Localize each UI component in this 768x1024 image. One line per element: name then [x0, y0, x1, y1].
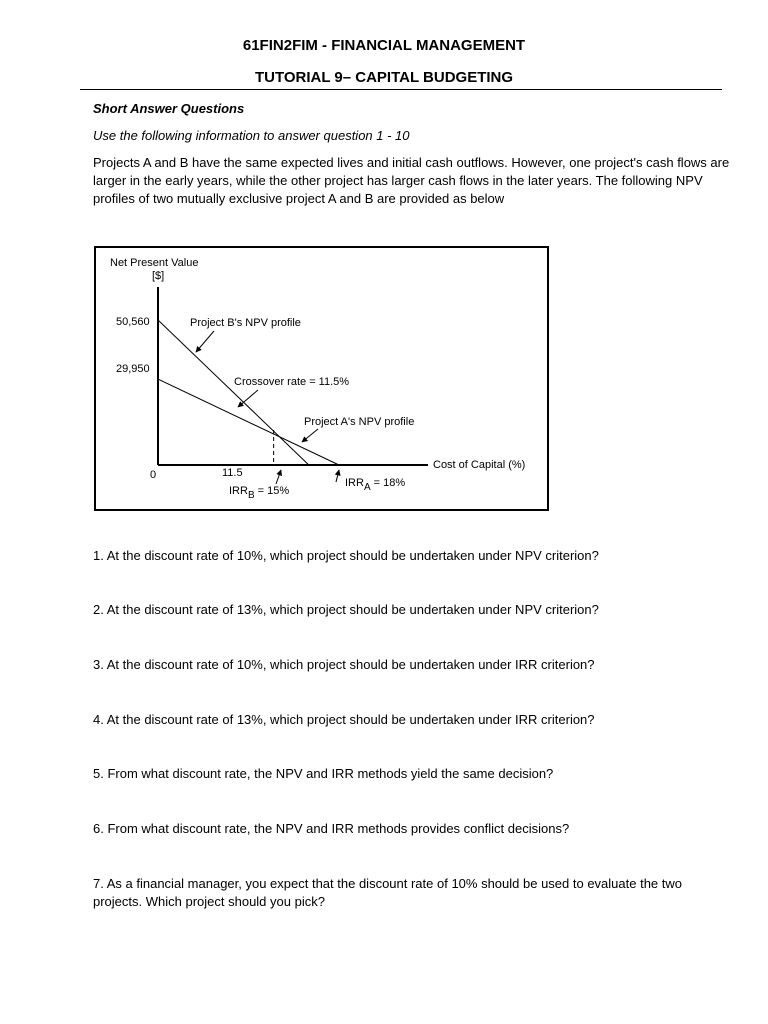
irr-a-label: IRRA = 18%	[345, 477, 406, 493]
arrow-project-b	[196, 331, 214, 352]
question-5: 5. From what discount rate, the NPV and IRR methods yield the same decision?	[93, 766, 554, 781]
question-4: 4. At the discount rate of 13%, which project should be undertaken under IRR criterion?	[93, 712, 595, 727]
origin-label: 0	[150, 469, 157, 481]
arrow-crossover	[238, 390, 258, 407]
tutorial-title: TUTORIAL 9– CAPITAL BUDGETING	[254, 69, 514, 86]
question-1: 1. At the discount rate of 10%, which project should be undertaken under NPV criterion?	[93, 548, 599, 563]
series-label-project-b: Project B's NPV profile	[190, 317, 301, 329]
y-axis-label-line1: Net Present Value	[110, 257, 199, 269]
instruction-text: Use the following information to answer question 1 - 10	[93, 128, 410, 143]
x-axis-label: Cost of Capital (%)	[433, 459, 526, 471]
x-tick-label-crossover: 11.5	[222, 467, 243, 479]
section-heading: Short Answer Questions	[93, 101, 245, 116]
question-7: 7. As a financial manager, you expect that the discount rate of 10% should be used to evaluate the two projects. Which project should you pick?	[93, 876, 682, 909]
y-tick-label-a: 29,950	[116, 363, 150, 375]
question-6: 6. From what discount rate, the NPV and IRR methods provides conflict decisions?	[93, 821, 570, 836]
y-tick-label-b: 50,560	[116, 316, 150, 328]
course-title: 61FIN2FIM - FINANCIAL MANAGEMENT	[242, 37, 526, 54]
series-line-project-b	[158, 320, 309, 465]
arrow-irr-b	[276, 470, 281, 484]
irr-b-label: IRRB = 15%	[229, 485, 290, 501]
question-3: 3. At the discount rate of 10%, which project should be undertaken under IRR criterion?	[93, 657, 595, 672]
y-axis-label-line2: [$]	[152, 270, 165, 282]
series-label-project-a: Project A's NPV profile	[304, 416, 415, 428]
arrow-project-a	[302, 429, 318, 442]
question-2: 2. At the discount rate of 13%, which project should be undertaken under NPV criterion?	[93, 602, 599, 617]
intro-paragraph: Projects A and B have the same expected lives and initial cash outflows. However, one project's cash flows are larger in the early years, while the other project has larger cash flows in the later years. The following NPV profiles of two mutually exclusive project A and B are provided as below	[93, 155, 730, 206]
crossover-label: Crossover rate = 11.5%	[234, 376, 350, 388]
arrow-irr-a	[336, 470, 339, 482]
